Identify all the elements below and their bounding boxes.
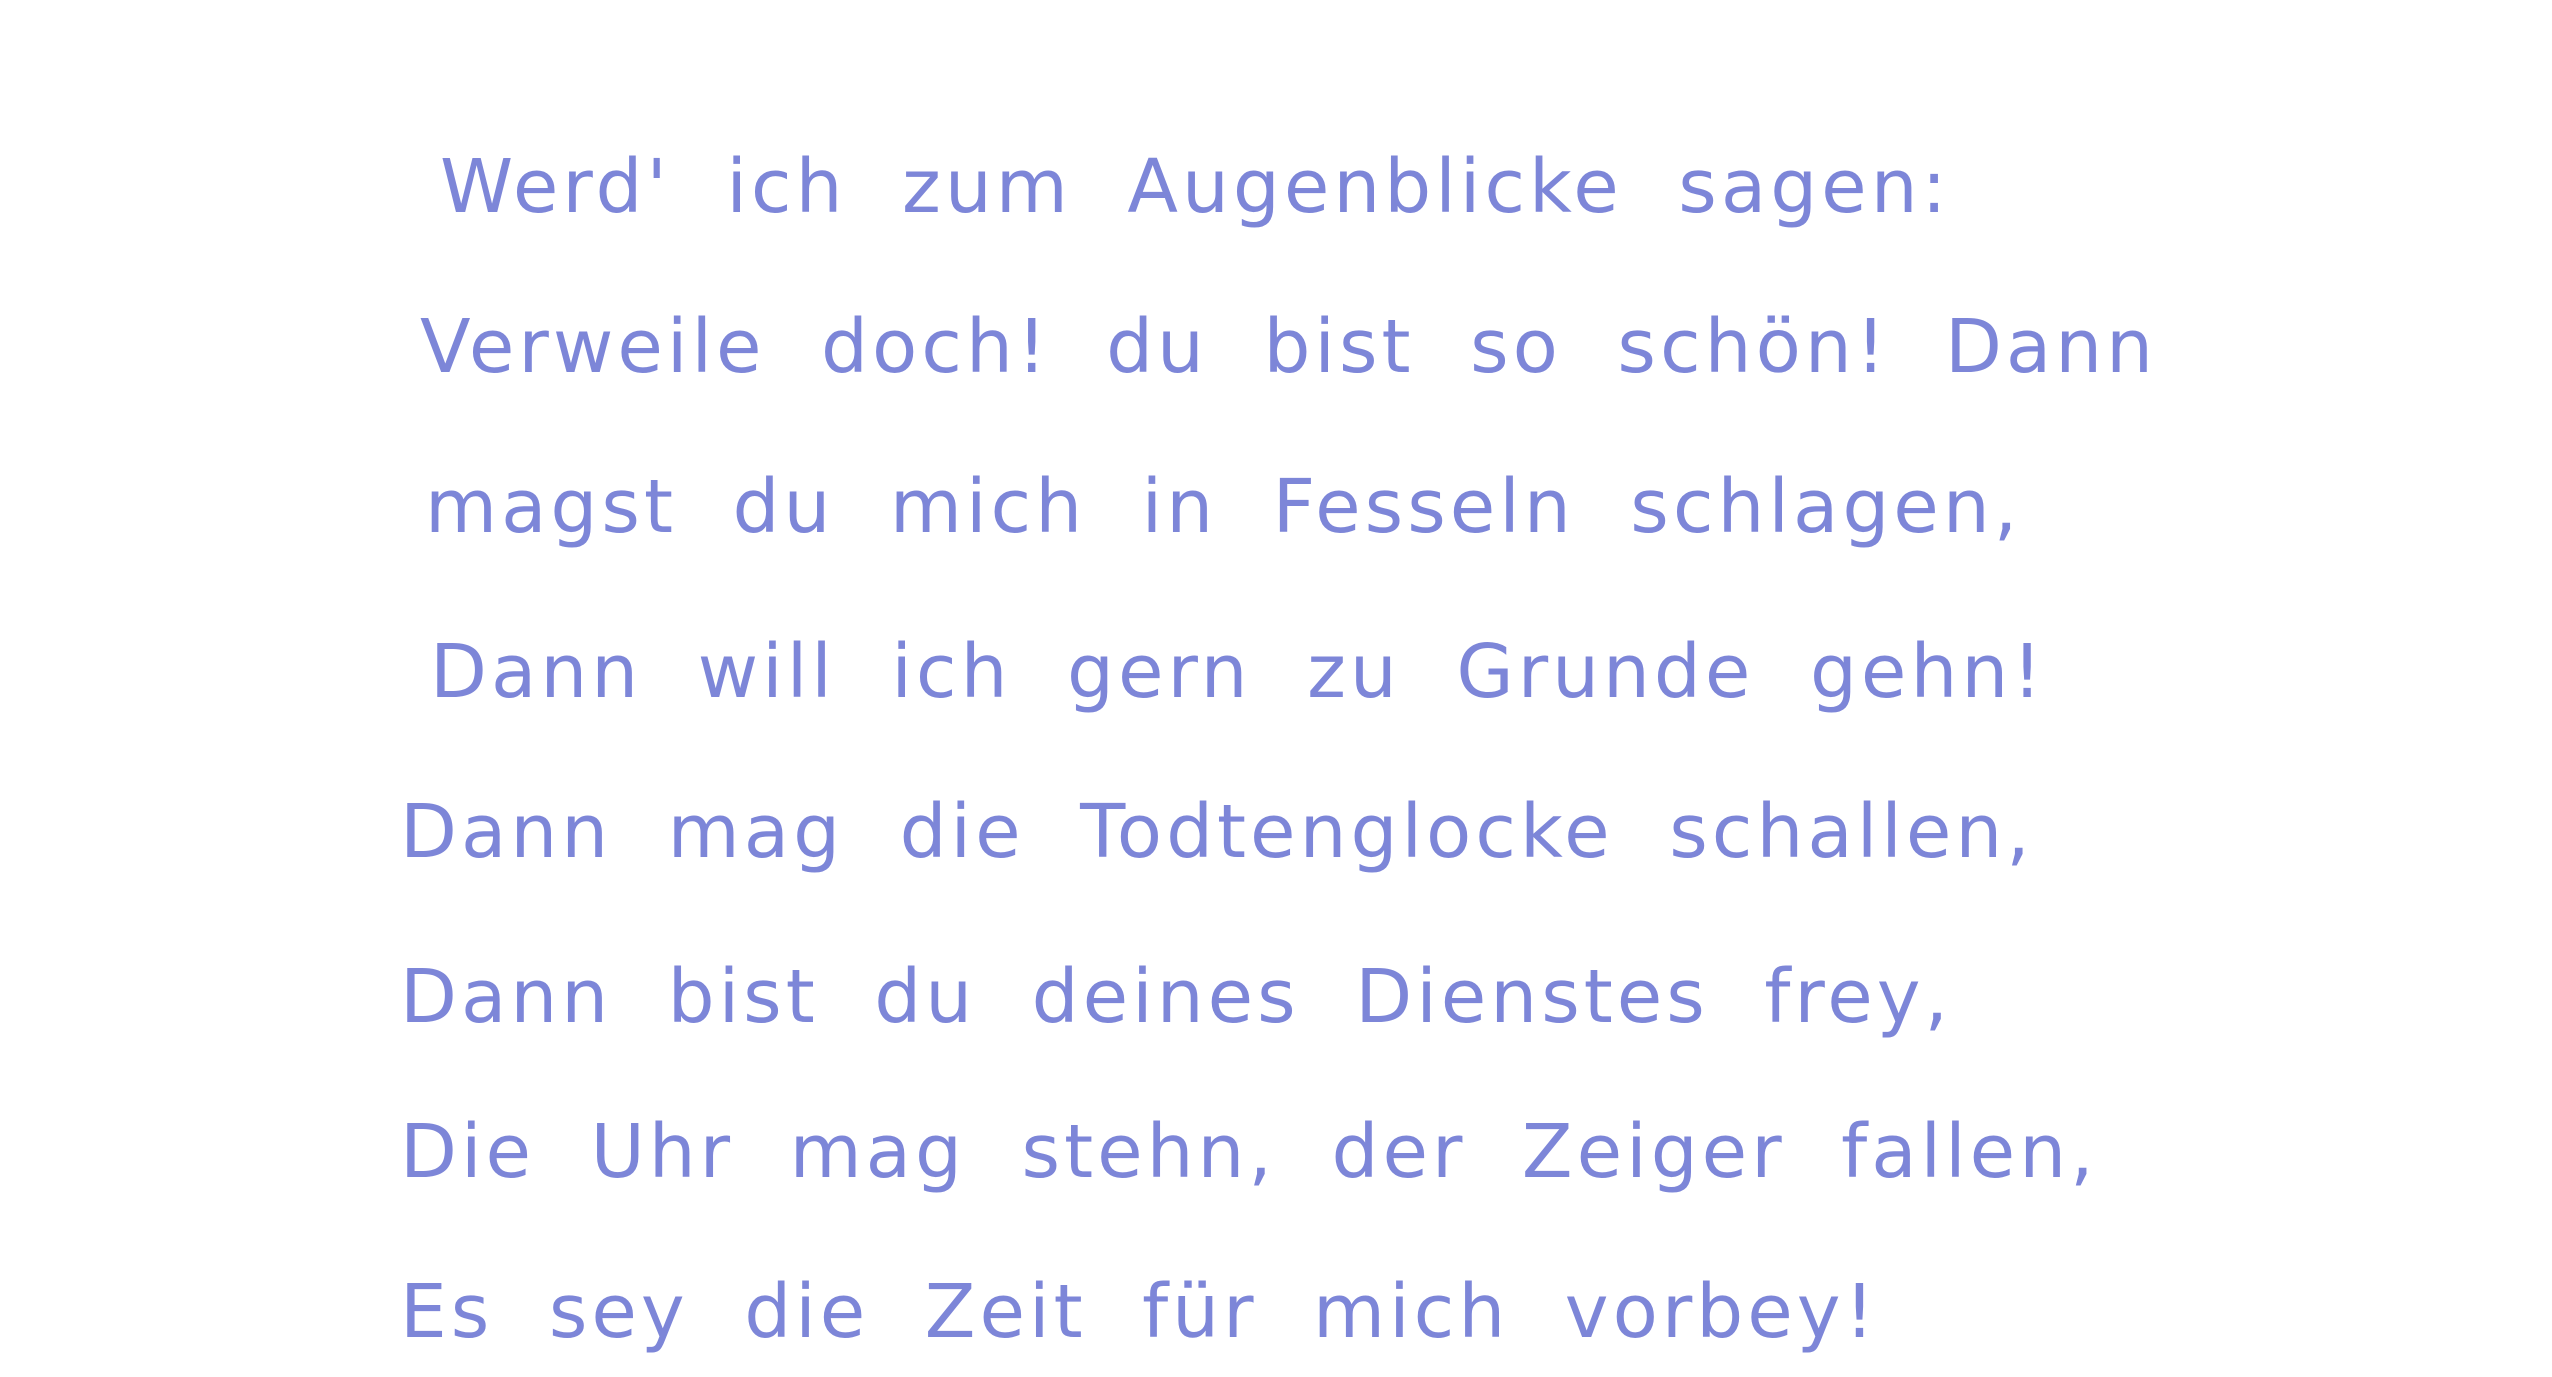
poem-line-7: Die Uhr mag stehn, der Zeiger fallen, [400, 1109, 2098, 1195]
poem-line-5: Dann mag die Todtenglocke schallen, [400, 789, 2034, 875]
poem-line-3: magst du mich in Fesseln schlagen, [425, 464, 2022, 550]
poem-line-8: Es sey die Zeit für mich vorbey! [400, 1269, 1879, 1355]
poem-line-1: Werd' ich zum Augenblicke sagen: [440, 144, 1951, 230]
poem-line-4: Dann will ich gern zu Grunde gehn! [430, 629, 2046, 715]
poem-line-6: Dann bist du deines Dienstes frey, [400, 954, 1953, 1040]
poem-line-2: Verweile doch! du bist so schön! Dann [420, 304, 2158, 390]
